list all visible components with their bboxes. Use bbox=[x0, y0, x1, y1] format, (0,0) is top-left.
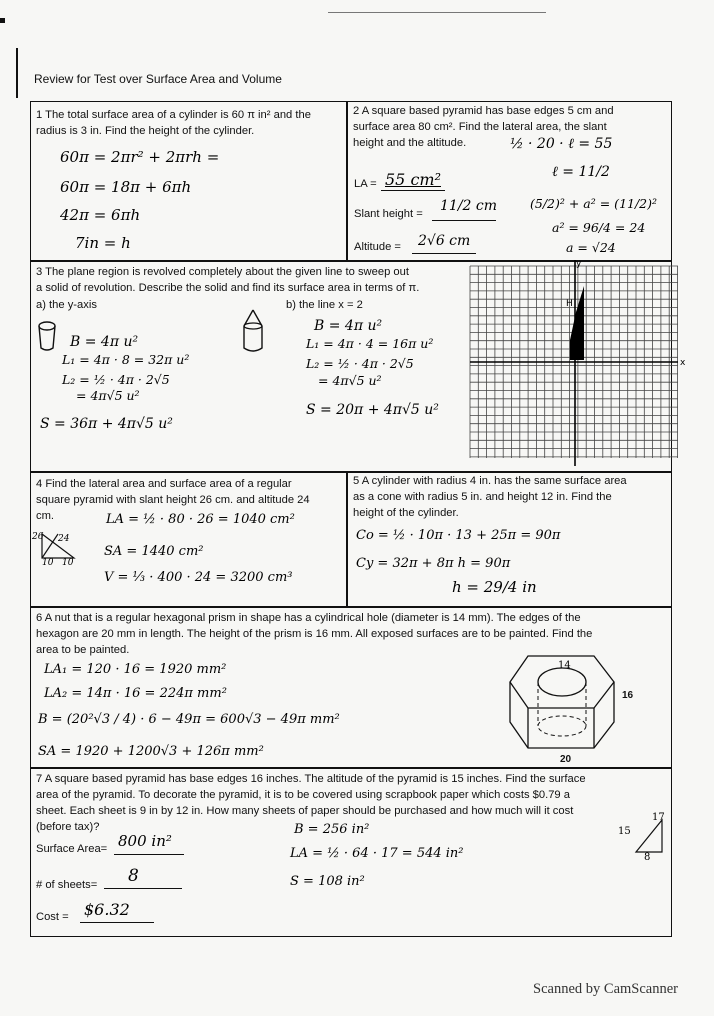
q4-text-line: cm. bbox=[36, 510, 55, 522]
fig-bottom-label: 20 bbox=[560, 754, 572, 765]
q7-work-line: S = 108 in² bbox=[290, 874, 365, 889]
fig-side-label: 16 bbox=[622, 690, 634, 701]
y-axis-label: y bbox=[576, 259, 582, 269]
tri-label: 17 bbox=[652, 812, 665, 823]
q3a-work-line: S = 36π + 4π√5 u² bbox=[40, 416, 173, 432]
la-label: LA = bbox=[354, 178, 377, 190]
divider bbox=[30, 606, 672, 608]
cylinder-sketch-icon bbox=[36, 320, 58, 354]
slant-label: Slant height = bbox=[354, 208, 423, 220]
q6-text-line: 6 A nut that is a regular hexagonal prism in shape has a cylindrical hole (diameter is 14 mm). The edges of the bbox=[36, 612, 581, 624]
q5-text-line: 5 A cylinder with radius 4 in. has the same surface area bbox=[353, 475, 627, 487]
sheets-answer-field[interactable] bbox=[104, 866, 182, 889]
q7-work-line: LA = ½ · 64 · 17 = 544 in² bbox=[290, 846, 464, 861]
q3a-work-line: L₂ = ½ · 4π · 2√5 bbox=[62, 372, 170, 387]
altitude-label: Altitude = bbox=[354, 241, 401, 253]
q1-work-line: 42π = 6πh bbox=[60, 206, 141, 224]
q5-text-line: as a cone with radius 5 in. and height 12 in. Find the bbox=[353, 491, 612, 503]
q3-text-line: a solid of revolution. Describe the solid and find its surface area in terms of π. bbox=[36, 282, 420, 294]
q4-work-line: SA = 1440 cm² bbox=[104, 544, 204, 559]
q4-work-line: LA = ½ · 80 · 26 = 1040 cm² bbox=[106, 512, 295, 527]
q6-work-line: SA = 1920 + 1200√3 + 126π mm² bbox=[38, 744, 264, 759]
q1-work-line: 60π = 2πr² + 2πrh = bbox=[60, 148, 220, 166]
q1-work-line: 7in = h bbox=[75, 234, 131, 252]
q4-sketch-label: 10 bbox=[42, 558, 54, 568]
surface-area-answer: 800 in² bbox=[118, 832, 172, 850]
q7-text-line: (before tax)? bbox=[36, 821, 100, 833]
q7-text-line: 7 A square based pyramid has base edges 16 inches. The altitude of the pyramid is 15 inches. Find the surface bbox=[36, 773, 586, 785]
q7-text-line: area of the pyramid. To decorate the pyramid, it is to be covered using scrapbook paper which costs $0.79 a bbox=[36, 789, 570, 801]
q3a-work-line: B = 4π u² bbox=[70, 334, 139, 350]
q2-work-line: (5/2)² + a² = (11/2)² bbox=[530, 196, 658, 211]
cost-answer-field[interactable] bbox=[80, 900, 154, 923]
cost-answer: $6.32 bbox=[84, 900, 130, 919]
q6-text-line: area to be painted. bbox=[36, 644, 130, 656]
altitude-answer-field[interactable] bbox=[412, 233, 476, 254]
divider bbox=[346, 471, 348, 606]
q4-text-line: square pyramid with slant height 26 cm. and altitude 24 bbox=[36, 494, 310, 506]
cost-label: Cost = bbox=[36, 911, 69, 923]
x-axis-label: x bbox=[680, 358, 686, 368]
q3-text-line: 3 The plane region is revolved completely about the given line to sweep out bbox=[36, 266, 409, 278]
surface-area-answer-field[interactable] bbox=[114, 832, 184, 855]
q2-text-line: surface area 80 cm². Find the lateral area, the slant bbox=[353, 121, 607, 133]
la-answer: 55 cm² bbox=[385, 170, 441, 189]
fig-top-label: 14 bbox=[558, 660, 571, 671]
sheets-answer: 8 bbox=[128, 866, 139, 886]
q6-work-line: LA₁ = 120 · 16 = 1920 mm² bbox=[44, 662, 227, 677]
divider bbox=[30, 767, 672, 769]
q5-work-line: Cy = 32π + 8π h = 90π bbox=[356, 556, 511, 571]
q7-text-line: sheet. Each sheet is 9 in by 12 in. How many sheets of paper should be purchased and how much will it cost bbox=[36, 805, 574, 817]
q4-work-line: V = ⅓ · 400 · 24 = 3200 cm³ bbox=[104, 570, 293, 585]
q2-work-line: ℓ = 11/2 bbox=[552, 164, 610, 180]
slant-answer: 11/2 cm bbox=[440, 198, 498, 214]
slant-answer-field[interactable] bbox=[432, 198, 498, 221]
divider bbox=[30, 471, 672, 473]
q4-sketch-label: 24 bbox=[58, 534, 70, 544]
q2-work-line: ½ · 20 · ℓ = 55 bbox=[510, 136, 613, 152]
q6-work-line: LA₂ = 14π · 16 = 224π mm² bbox=[44, 686, 227, 701]
graph-label: H bbox=[566, 299, 573, 309]
surface-area-label: Surface Area= bbox=[36, 843, 108, 855]
q3b-work-line: S = 20π + 4π√5 u² bbox=[306, 402, 439, 418]
q2-work-line: a = √24 bbox=[566, 240, 616, 255]
cone-cylinder-sketch-icon bbox=[240, 308, 266, 356]
tri-label: 8 bbox=[644, 852, 651, 863]
altitude-answer: 2√6 cm bbox=[418, 233, 471, 249]
q3b-work-line: = 4π√5 u² bbox=[318, 373, 382, 388]
q2-text-line: height and the altitude. bbox=[353, 137, 467, 149]
q3b-work-line: B = 4π u² bbox=[314, 318, 383, 334]
q4-sketch-label: 26 bbox=[32, 532, 44, 542]
q3b-work-line: L₁ = 4π · 4 = 16π u² bbox=[306, 336, 434, 351]
scan-line bbox=[328, 12, 546, 13]
page-title: Review for Test over Surface Area and Volume bbox=[34, 72, 282, 86]
q3a-label: a) the y-axis bbox=[36, 299, 97, 311]
q5-work-line: h = 29/4 in bbox=[452, 578, 537, 596]
scan-mark bbox=[0, 18, 5, 23]
q4-sketch-label: 10 bbox=[62, 558, 74, 568]
q3b-work-line: L₂ = ½ · 4π · 2√5 bbox=[306, 356, 414, 371]
q1-text-line: 1 The total surface area of a cylinder is 60 π in² and the bbox=[36, 109, 311, 121]
q1-text-line: radius is 3 in. Find the height of the cylinder. bbox=[36, 125, 255, 137]
q6-text-line: hexagon are 20 mm in length. The height of the prism is 16 mm. All exposed surfaces are to be painted. Find the bbox=[36, 628, 593, 640]
la-answer-field[interactable] bbox=[381, 172, 445, 191]
coordinate-grid bbox=[462, 258, 692, 470]
shaded-region bbox=[570, 286, 584, 360]
divider bbox=[346, 101, 348, 260]
q5-text-line: height of the cylinder. bbox=[353, 507, 459, 519]
q3a-work-line: L₁ = 4π · 8 = 32π u² bbox=[62, 352, 190, 367]
margin-mark bbox=[16, 48, 18, 98]
tri-label: 15 bbox=[618, 826, 631, 837]
q1-work-line: 60π = 18π + 6πh bbox=[60, 178, 192, 196]
q4-text-line: 4 Find the lateral area and surface area of a regular bbox=[36, 478, 292, 490]
q3b-label: b) the line x = 2 bbox=[286, 299, 363, 311]
q3a-work-line: = 4π√5 u² bbox=[76, 388, 140, 403]
q6-work-line: B = (20²√3 / 4) · 6 − 49π = 600√3 − 49π mm² bbox=[38, 712, 340, 727]
q2-text-line: 2 A square based pyramid has base edges 5 cm and bbox=[353, 105, 614, 117]
q7-work-line: B = 256 in² bbox=[294, 822, 370, 837]
q5-work-line: Co = ½ · 10π · 13 + 25π = 90π bbox=[356, 528, 561, 543]
sheets-label: # of sheets= bbox=[36, 879, 98, 891]
footer-watermark: Scanned by CamScanner bbox=[533, 981, 678, 997]
q2-work-line: a² = 96/4 = 24 bbox=[552, 220, 646, 235]
